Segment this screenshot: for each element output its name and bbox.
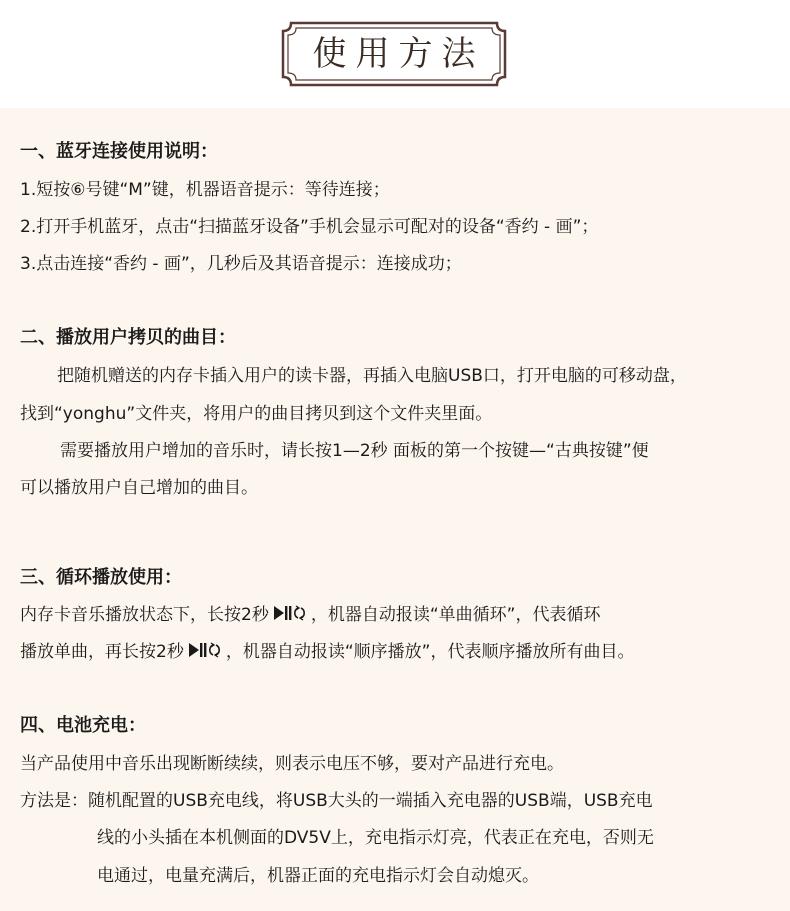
section-heading-charging: 四、电池充电：	[20, 715, 146, 736]
charging-line-3: 线的小头插在本机侧面的DV5V上，充电指示灯亮，代表正在充电，否则无	[97, 828, 654, 848]
bluetooth-step-2: 2.打开手机蓝牙，点击“扫描蓝牙设备”手机会显示可配对的设备“香约 - 画”；	[20, 217, 599, 237]
loop-play-line-1-end: ，机器自动报读“单曲循环”，代表循环	[310, 605, 601, 625]
user-tracks-para-2-line-1: 需要播放用户增加的音乐时，请长按1—2秒 面板的第一个按键—“古典按键”便	[60, 441, 649, 461]
loop-play-line-2	[20, 641, 634, 665]
bluetooth-step-1: 1.短按⑥号键“M”键，机器语音提示：等待连接；	[20, 180, 390, 200]
loop-play-line-1	[20, 604, 600, 628]
title-frame	[281, 21, 507, 87]
title-banner	[0, 0, 790, 108]
charging-line-4: 电通过，电量充满后，机器正面的充电指示灯会自动熄灭。	[97, 866, 539, 886]
charging-line-1: 当产品使用中音乐出现断断续续，则表示电压不够，要对产品进行充电。	[20, 754, 564, 774]
loop-play-line-2-start: 播放单曲，再长按2秒	[20, 642, 184, 662]
page-title: 使用方法	[312, 34, 485, 74]
loop-play-line-1-start: 内存卡音乐播放状态下，长按2秒	[20, 605, 269, 625]
section-heading-user-tracks: 二、播放用户拷贝的曲目：	[20, 327, 236, 348]
section-heading-loop-play: 三、循环播放使用：	[20, 567, 182, 588]
section-heading-bluetooth: 一、蓝牙连接使用说明：	[20, 141, 218, 162]
charging-line-2: 方法是：随机配置的USB充电线，将USB大头的一端插入充电器的USB端，USB充电	[20, 791, 653, 811]
bluetooth-step-3: 3.点击连接“香约 - 画”，几秒后及其语音提示：连接成功；	[20, 254, 462, 274]
play-pause-loop-icon	[273, 604, 307, 628]
user-tracks-para-2-line-2: 可以播放用户自己增加的曲目。	[20, 478, 258, 498]
play-pause-loop-icon	[188, 641, 222, 665]
user-tracks-para-1-line-1: 把随机赠送的内存卡插入用户的读卡器，再插入电脑USB口，打开电脑的可移动盘，	[57, 366, 687, 386]
user-tracks-para-1-line-2: 找到“yonghu”文件夹，将用户的曲目拷贝到这个文件夹里面。	[20, 404, 493, 424]
loop-play-line-2-end: ，机器自动报读“顺序播放”，代表顺序播放所有曲目。	[225, 642, 635, 662]
